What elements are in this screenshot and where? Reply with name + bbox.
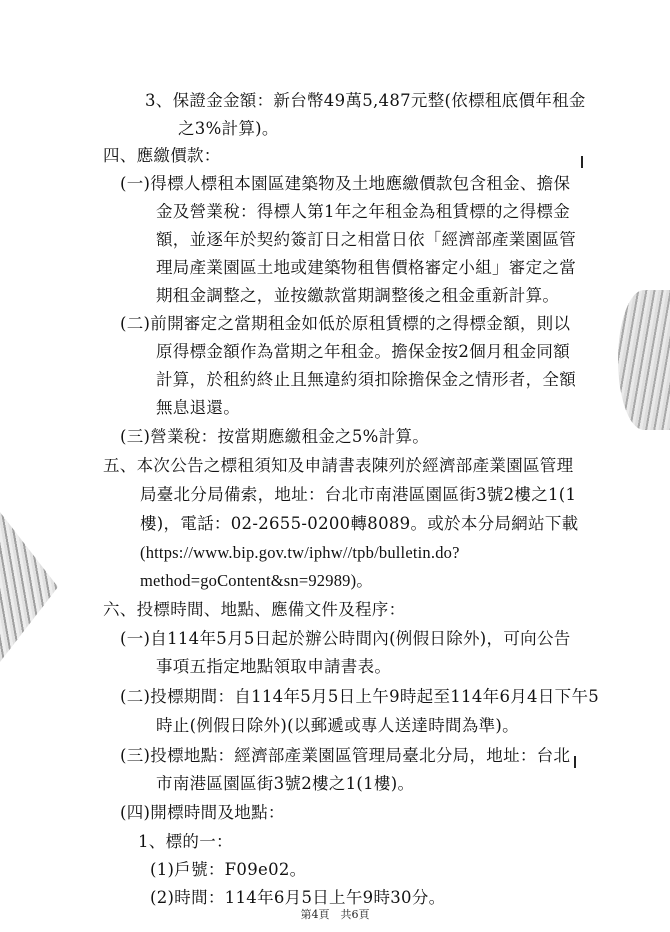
text-line: 理局產業園區土地或建築物租售價格審定小組」審定之當 <box>156 258 576 277</box>
text-line: 事項五指定地點領取申請書表。 <box>156 657 392 676</box>
text-line: (一)得標人標租本園區建築物及土地應繳價款包含租金、擔保 <box>120 174 571 193</box>
section-heading: 六、投標時間、地點、應備文件及程序： <box>103 600 406 619</box>
text-line: 無息退還。 <box>156 398 240 417</box>
text-line: 局臺北分局備索，地址：台北市南港區園區街3號2樓之1(1 <box>140 485 577 504</box>
text-line: 時止(例假日除外)(以郵遞或專人送達時間為準)。 <box>156 716 519 735</box>
text-line: 期租金調整之，並按繳款當期調整後之租金重新計算。 <box>156 286 560 305</box>
text-line: (四)開標時間及地點： <box>120 803 285 822</box>
seal-stamp-left <box>0 512 58 662</box>
section-heading: 五、本次公告之標租須知及申請書表陳列於經濟部產業園區管理 <box>103 456 574 475</box>
section-heading: 四、應繳價款： <box>103 146 221 165</box>
text-line: 1、標的一： <box>138 832 233 851</box>
text-line: (三)投標地點：經濟部產業園區管理局臺北分局，地址：台北 <box>120 746 571 765</box>
text-line: 金及營業稅：得標人第1年之年租金為租賃標的之得標金 <box>156 202 570 221</box>
website-url: (https://www.bip.gov.tw/iphw//tpb/bulletin.do? <box>140 543 460 562</box>
text-line: 之3%計算)。 <box>178 119 279 138</box>
margin-mark <box>581 156 583 168</box>
text-line: 樓)，電話：02-2655-0200轉8089。或於本分局網站下載 <box>140 514 579 533</box>
page-number: 第4頁 共6頁 <box>300 908 370 921</box>
text-line: (一)自114年5月5日起於辦公時間內(例假日除外)，可向公告 <box>120 629 571 648</box>
website-url-cont: method=goContent&sn=92989)。 <box>140 571 374 590</box>
text-line: (2)時間：114年6月5日上午9時30分。 <box>150 888 446 907</box>
text-line: (二)前開審定之當期租金如低於原租賃標的之得標金額，則以 <box>120 314 571 333</box>
text-line: (1)戶號：F09e02。 <box>150 860 307 879</box>
text-line: (二)投標期間：自114年5月5日上午9時起至114年6月4日下午5 <box>120 687 600 706</box>
text-line: 額，並逐年於契約簽訂日之相當日依「經濟部產業園區管 <box>156 230 576 249</box>
margin-mark <box>574 756 576 768</box>
text-line: 市南港區園區街3號2樓之1(1樓)。 <box>156 774 415 793</box>
text-line: 計算，於租約終止且無違約須扣除擔保金之情形者，全額 <box>156 370 576 389</box>
text-line: 3、保證金金額：新台幣49萬5,487元整(依標租底價年租金 <box>145 91 586 110</box>
seal-stamp-right <box>618 290 670 430</box>
text-line: 原得標金額作為當期之年租金。擔保金按2個月租金同額 <box>156 342 570 361</box>
text-line: (三)營業稅：按當期應繳租金之5%計算。 <box>120 427 430 446</box>
